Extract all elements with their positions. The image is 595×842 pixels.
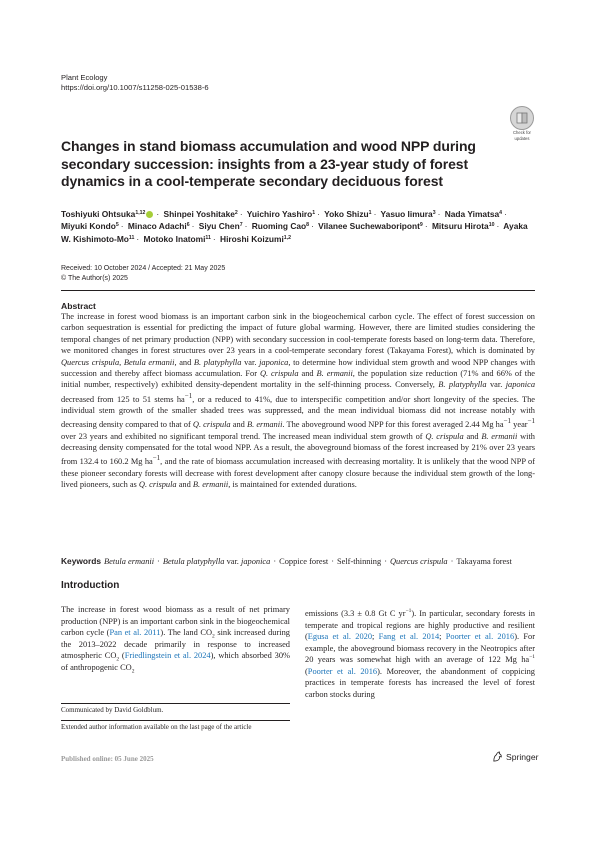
author-name[interactable]: Yuichiro Yashiro xyxy=(246,209,313,219)
journal-header xyxy=(61,73,209,94)
header-divider xyxy=(61,290,535,291)
footnote-divider xyxy=(61,703,290,704)
citation-link[interactable]: Poorter et al. 2016 xyxy=(307,666,378,676)
introduction-paragraph-1: The increase in forest wood biomass as a result of net primary production (NPP) is an important carbon sink in the biogeochemical carbon cycle (Pan et al. 2011). The land $CO_2$ sink increased during the 2013–2022 decade primarily in response to increased atmospheric $CO_2$ (Friedlingstein et al. 2024), which absorbed 30% of anthropogenic $CO_2$ xyxy=(61,605,290,675)
author-affiliation: 10 xyxy=(488,222,495,229)
article-dates xyxy=(61,264,225,283)
introduction-paragraph-1-continued: emissions (3.3 ± 0.8 Gt C $yr^{-1}$). In particular, secondary forests in temperate and tropical regions are highly productive and resilient (Egusa et al. 2020; Fang et al. 2014; Poorter et al. 2016). For example, the aboveground biomass recovery in the Neotropics after 20 years was somewhat high with an average of 122 Mg $ha^{-1}$ (Poorter et al. 2016). Moreover, the abandonment of coppicing practices in temperate forests has increased the level of forest carbon stocks during xyxy=(305,608,535,699)
author-name[interactable]: Minaco Adachi xyxy=(127,221,187,232)
article-doi-link[interactable]: https://doi.org/10.1007/s11258-025-01538-6 xyxy=(61,83,209,93)
citation-link[interactable]: Egusa et al. 2020 xyxy=(307,632,373,641)
springer-horse-icon xyxy=(492,751,503,762)
author-affiliation: 1,12 xyxy=(135,210,146,216)
author-affiliation: 6 xyxy=(186,222,190,229)
check-for-updates-badge[interactable] xyxy=(508,106,536,142)
author-separator: · xyxy=(239,209,243,219)
author-separator: · xyxy=(424,221,428,232)
author-affiliation: 8 xyxy=(306,222,310,229)
keyword: Takayama forest xyxy=(456,557,512,566)
keywords: Keywords Betula ermanii · Betula platyphylla var. japonica · Coppice forest · Self-thinning · Quercus crispula · Takayama forest xyxy=(61,556,512,566)
keywords-label: Keywords xyxy=(61,556,102,566)
citation-link[interactable]: Fang et al. 2014 xyxy=(378,632,440,641)
citation-link[interactable]: Poorter et al. 2016 xyxy=(445,632,515,641)
author-list xyxy=(61,208,531,245)
author-name[interactable]: Siyu Chen xyxy=(198,221,240,232)
keyword: Self-thinning xyxy=(336,557,382,566)
author-affiliation: 1 xyxy=(368,210,372,216)
author-name[interactable]: Shinpei Yoshitake xyxy=(163,209,235,219)
author-name[interactable]: Yoko Shizu xyxy=(324,209,369,219)
introduction-heading: Introduction xyxy=(61,580,120,591)
right-column xyxy=(305,608,535,700)
abstract-heading: Abstract xyxy=(61,301,96,311)
author-name[interactable]: Ruoming Cao xyxy=(251,221,307,232)
author-affiliation: 4 xyxy=(499,210,503,216)
journal-name: Plant Ecology xyxy=(61,73,108,82)
keyword: Betula ermanii xyxy=(104,557,155,566)
author-separator: · xyxy=(191,221,195,232)
author-affiliation: 1,2 xyxy=(283,234,291,241)
author-separator: · xyxy=(156,209,160,219)
badge-label-line2: updates xyxy=(514,135,530,141)
author-name[interactable]: Mitsuru Hirota xyxy=(431,221,489,232)
author-name[interactable]: Yasuo Iimura xyxy=(380,209,433,219)
author-separator: · xyxy=(504,209,507,219)
author-name[interactable]: Toshiyuki Ohtsuka xyxy=(61,209,136,219)
author-affiliation: 9 xyxy=(419,222,423,229)
author-name[interactable]: Vilanee Suchewaboripont xyxy=(318,221,420,232)
copyright-line: © The Author(s) 2025 xyxy=(61,274,128,282)
author-affiliation: 7 xyxy=(239,222,243,229)
author-name[interactable]: Ayaka W. Kishimoto-Mo xyxy=(61,221,528,244)
abstract-text: The increase in forest wood biomass is an important carbon sink in the biogeochemical carbon cycle. The effect of forest succession on carbon sequestration is essential for predicting the impact of future global warming. However, there are limited studies considering the temporal changes of net primary production (NPP) with secondary succession in cool-temperate forests based on long-term data. Therefore, we monitored changes in forest structures over 23 years in a cool-temperate secondary forest (Takayama Forest), which is dominated by Quercus crispula, Betula ermanii, and B. platyphylla var. japonica, to determine how individual stem growth and wood NPP changes with succession and thereby affect biomass accumulation. For Q. crispula and B. ermanii, the population size reduction (71% and 66% of the initial number, respectively) exhibited density-dependent mortality in the self-thinning process. Conversely, B. platyphylla var. japonica decreased from 125 to 51 stems $ha^{-1}$, or a reduced to 41%, due to interspecific competition and/or short longevity of the species. The individual stem growth of the smaller shaded trees was suppressed, and the mean individual biomass did not increase notably with decreasing density compared to that of Q. crispula and B. ermanii. The aboveground wood NPP for this forest averaged 2.44 Mg $ha^{-1}$ year$^{-1}$ over 23 years and exhibited no significant temporal trend. The increased mean individual stem growth of Q. crispula and B. ermanii with decreasing density compensated for the total wood NPP. As a result, the aboveground biomass of the forest increased by 21% over 23 years from 132.4 to 160.2 Mg $ha^{-1}$, and the rate of biomass accumulation increased with decreasing mortality. It is unlikely that the wood NPP of these pioneer secondary forests will decrease with forest development after canopy closure because the individual stem growth of the long-lived pioneers, such as Q. crispula and B. ermanii, is maintained for extended durations. xyxy=(61,312,536,490)
received-accepted-dates: Received: 10 October 2024 / Accepted: 21 May 2025 xyxy=(61,265,226,272)
author-name[interactable]: Miyuki Kondo xyxy=(61,221,116,232)
author-affiliation: 11 xyxy=(205,234,211,241)
communicated-by-note: Communicated by David Goldblum. xyxy=(61,706,164,714)
author-separator: · xyxy=(437,209,441,219)
author-name[interactable]: Hiroshi Koizumi xyxy=(220,233,284,244)
article-title: Changes in stand biomass accumulation and wood NPP during secondary succession: insights from a 23-year study of forest dynamics in a cool-temperate secondary deciduous forest xyxy=(61,138,476,189)
orcid-icon[interactable] xyxy=(146,211,153,218)
author-separator: · xyxy=(317,209,320,219)
author-name[interactable]: Nada Yimatsa xyxy=(444,209,500,219)
left-column xyxy=(61,580,290,673)
citation-link[interactable]: Pan et al. 2011 xyxy=(109,628,161,637)
publisher-name: Springer xyxy=(506,751,539,762)
author-separator: · xyxy=(496,221,500,232)
keyword: Coppice forest xyxy=(279,557,329,566)
author-separator: · xyxy=(244,221,248,232)
author-separator: · xyxy=(212,233,216,244)
badge-label-line1: Check for xyxy=(513,130,531,135)
author-name[interactable]: Motoko Inatomi xyxy=(143,233,206,244)
author-affiliation: 3 xyxy=(432,210,436,216)
publisher-logo xyxy=(492,751,538,762)
author-separator: · xyxy=(120,221,124,232)
author-affiliation: 5 xyxy=(115,222,119,229)
author-affiliation: 1 xyxy=(312,210,316,216)
extended-author-info-note: Extended author information available on the last page of the article xyxy=(61,723,252,731)
author-affiliation: 11 xyxy=(128,234,135,241)
author-separator: · xyxy=(373,209,377,219)
author-affiliation: 2 xyxy=(234,210,238,216)
published-online-date: Published online: 05 June 2025 xyxy=(61,755,154,763)
citation-link[interactable]: Friedlingstein et al. 2024 xyxy=(124,651,211,660)
check-for-updates-icon xyxy=(510,106,534,130)
author-separator: · xyxy=(311,221,314,232)
footnote-divider xyxy=(61,720,290,721)
keyword: Betula platyphylla xyxy=(162,557,225,566)
keyword: Quercus crispula xyxy=(389,557,448,566)
author-separator: · xyxy=(136,233,140,244)
